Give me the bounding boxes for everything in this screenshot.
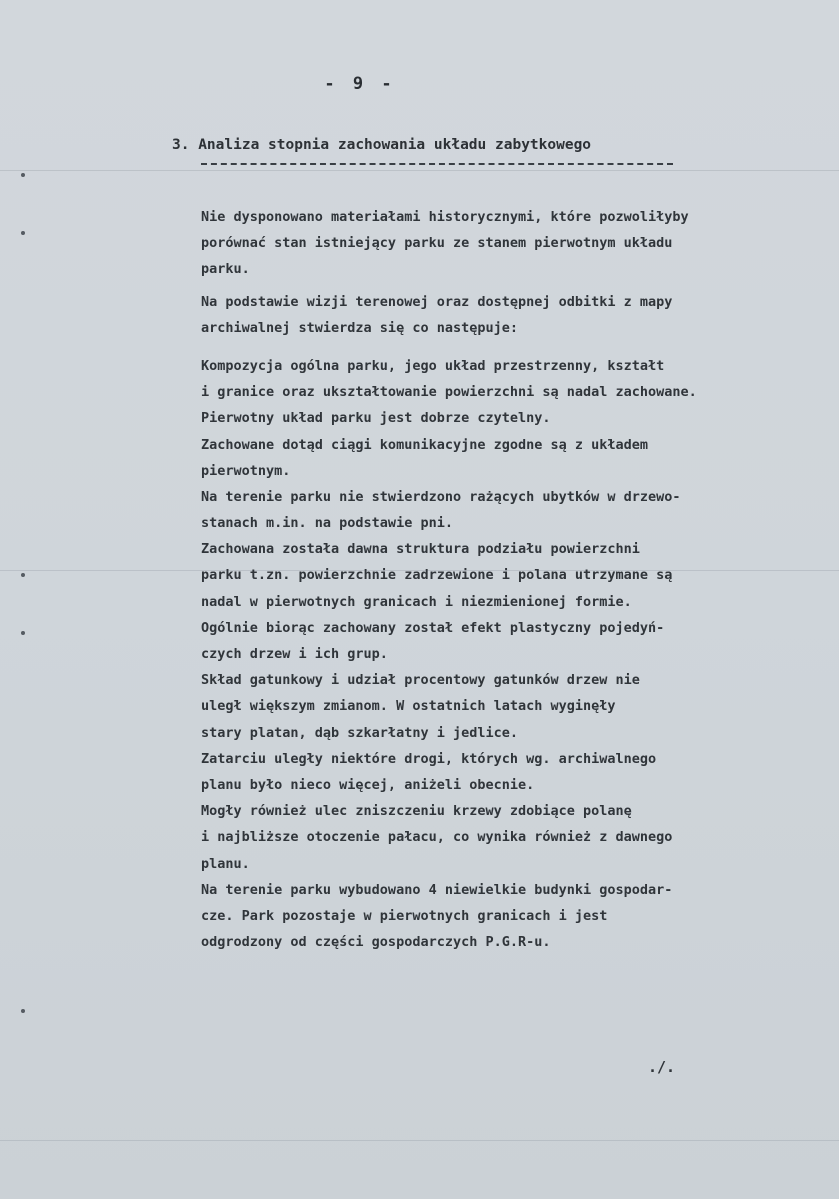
text-line: i granice oraz ukształtowanie powierzchni są nadal zachowane. [201, 384, 697, 401]
text-line: planu. [201, 855, 250, 872]
paragraph [201, 289, 831, 341]
paragraph [201, 204, 831, 283]
text-line: parku. [201, 261, 250, 278]
punch-hole-mark [21, 1009, 25, 1013]
body-text [201, 204, 831, 961]
text-line: stary platan, dąb szkarłatny i jedlice. [201, 724, 518, 741]
punch-hole-mark [21, 173, 25, 177]
text-line: odgrodzony od części gospodarczych P.G.R-u. [201, 934, 551, 951]
text-line: Zachowana została dawna struktura podziału powierzchni [201, 541, 640, 558]
section-heading: 3. Analiza stopnia zachowania układu zabytkowego [172, 137, 592, 153]
text-line: archiwalnej stwierdza się co następuje: [201, 319, 518, 336]
text-line: Ogólnie biorąc zachowany został efekt plastyczny pojedyń- [201, 619, 665, 636]
text-line: Na terenie parku wybudowano 4 niewielkie budynki gospodar- [201, 881, 673, 898]
paragraph [201, 353, 831, 955]
text-line: planu było nieco więcej, aniżeli obecnie. [201, 776, 535, 793]
text-line: i najbliższe otoczenie pałacu, co wynika również z dawnego [201, 829, 673, 846]
text-line: Mogły również ulec zniszczeniu krzewy zdobiące polanę [201, 803, 632, 820]
page-number: - 9 - [324, 74, 396, 94]
text-line: Kompozycja ogólna parku, jego układ przestrzenny, kształt [201, 357, 665, 374]
text-line: Na podstawie wizji terenowej oraz dostępnej odbitki z mapy [201, 293, 673, 310]
punch-hole-mark [21, 631, 25, 635]
text-line: Zachowane dotąd ciągi komunikacyjne zgodne są z układem [201, 436, 649, 453]
text-line: cze. Park pozostaje w pierwotnych granicach i jest [201, 907, 608, 924]
text-line: porównać stan istniejący parku ze stanem pierwotnym układu [201, 235, 673, 252]
text-line: pierwotnym. [201, 462, 291, 479]
text-line: czych drzew i ich grup. [201, 646, 388, 662]
text-line: Na terenie parku nie stwierdzono rażących ubytków w drzewo- [201, 488, 681, 505]
punch-hole-mark [21, 231, 25, 235]
punch-hole-mark [21, 573, 25, 577]
text-line: uległ większym zmianom. W ostatnich latach wyginęły [201, 698, 616, 715]
paper-fold-line [0, 170, 839, 171]
text-line: stanach m.in. na podstawie pni. [201, 515, 453, 532]
text-line: Nie dysponowano materiałami historycznymi, które pozwoliłyby [201, 209, 689, 225]
text-line: nadal w pierwotnych granicach i niezmienionej formie. [201, 593, 632, 610]
text-line: Pierwotny układ parku jest dobrze czytelny. [201, 410, 551, 427]
continuation-mark: ./. [648, 1058, 676, 1076]
text-line: parku t.zn. powierzchnie zadrzewione i polana utrzymane są [201, 567, 673, 584]
text-line: Skład gatunkowy i udział procentowy gatunków drzew nie [201, 672, 640, 689]
paper-fold-line [0, 1140, 839, 1141]
heading-underline [201, 163, 673, 165]
text-line: Zatarciu uległy niektóre drogi, których wg. archiwalnego [201, 750, 657, 767]
